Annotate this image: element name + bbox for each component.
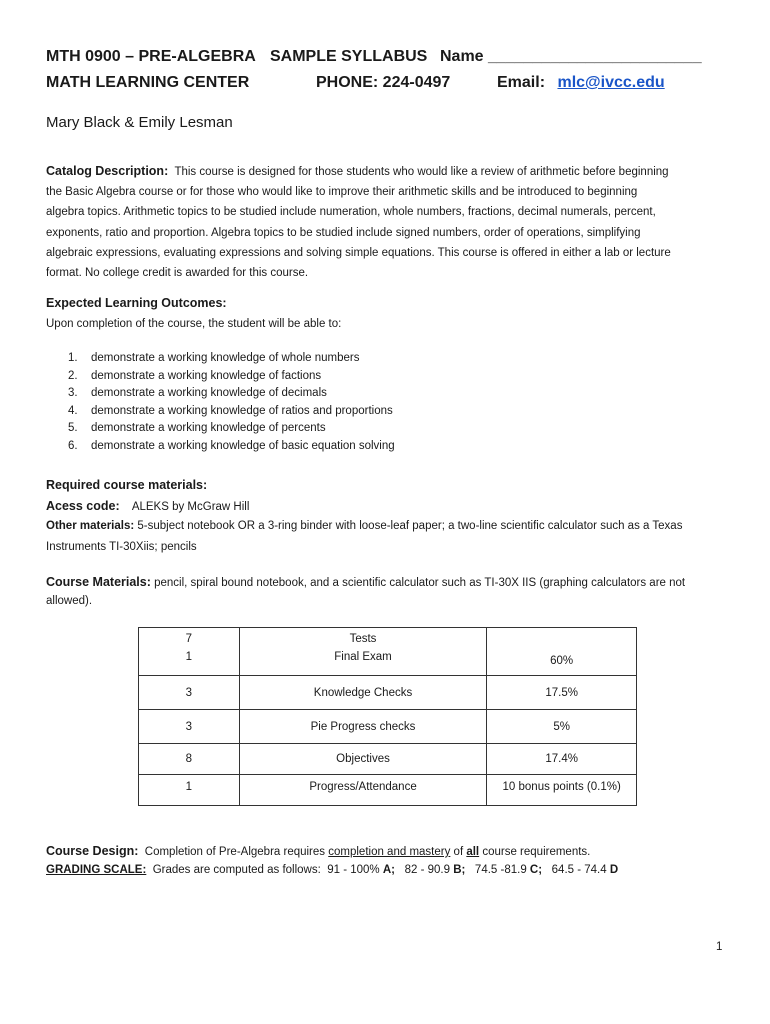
catalog-description: Catalog Description: This course is designed for those students who would like a review of arithmetic before beginning the Basic Algebra course or for those who would like to improve their arithmetic skills and be introduced to beginning algebra topics. Arithmetic topics to be studied include numeration, whole numbers, fractions, decimal numerals, percent, exponents, ratio and proportion. Algebra topics to be studied include signed numbers, order of operations, simplifying algebraic expressions, evaluating expressions and solving simple equations. This course is offered in either a lab or lecture format. No college credit is awarded for this course. bbox=[46, 164, 671, 280]
doc-type: SAMPLE SYLLABUS bbox=[270, 48, 428, 65]
table-row: 3 Knowledge Checks 17.5% bbox=[139, 676, 637, 710]
course-materials-cont: allowed). bbox=[46, 595, 93, 607]
grading-scale: GRADING SCALE: Grades are computed as follows: 91 - 100% A; 82 - 90.9 B; 74.5 -81.9 C; 64.5 - 74.4 D bbox=[46, 864, 619, 876]
table-row: 3 Pie Progress checks 5% bbox=[139, 710, 637, 744]
table-row: 8 Objectives 17.4% bbox=[139, 744, 637, 775]
outcomes-heading: Expected Learning Outcomes: bbox=[46, 296, 227, 310]
email-link[interactable]: mlc@ivcc.edu bbox=[557, 74, 665, 91]
catalog-label: Catalog Description: bbox=[46, 164, 169, 178]
list-item: 1. demonstrate a working knowledge of whole numbers bbox=[68, 352, 360, 364]
email-label: Email: bbox=[497, 74, 546, 91]
other-materials: Other materials: 5-subject notebook OR a 3-ring binder with loose-leaf paper; a two-line scientific calculator such as a Texas bbox=[46, 520, 683, 532]
authors: Mary Black & Emily Lesman bbox=[46, 114, 233, 131]
email-line bbox=[497, 74, 665, 92]
grading-table bbox=[138, 627, 637, 806]
phone: PHONE: 224-0497 bbox=[316, 74, 451, 91]
course-materials: Course Materials: pencil, spiral bound notebook, and a scientific calculator such as TI-30X IIS (graphing calculators are not bbox=[46, 575, 686, 589]
table-row: 7 1 Tests Final Exam 60% bbox=[139, 628, 637, 676]
name-field: Name ________________________ bbox=[440, 48, 702, 65]
materials-heading: Required course materials: bbox=[46, 478, 208, 492]
course-title: MTH 0900 – PRE-ALGEBRA bbox=[46, 48, 256, 65]
list-item: 4. demonstrate a working knowledge of ratios and proportions bbox=[68, 404, 393, 417]
list-item: 3. demonstrate a working knowledge of decimals bbox=[68, 387, 327, 399]
access-code: Acess code: ALEKS by McGraw Hill bbox=[46, 499, 250, 513]
center-name: MATH LEARNING CENTER bbox=[46, 74, 250, 91]
list-item: 6. demonstrate a working knowledge of basic equation solving bbox=[68, 439, 395, 452]
list-item: 2. demonstrate a working knowledge of factions bbox=[68, 369, 322, 382]
outcomes-list bbox=[46, 350, 395, 455]
page-number: 1 bbox=[716, 941, 723, 953]
course-design: Course Design: Completion of Pre-Algebra requires completion and mastery of all course requirements. bbox=[46, 844, 591, 858]
table-row: 1 Progress/Attendance 10 bonus points (0.1%) bbox=[139, 775, 637, 806]
other-materials-cont: Instruments TI-30Xiis; pencils bbox=[46, 541, 197, 553]
list-item: 5. demonstrate a working knowledge of percents bbox=[68, 422, 326, 434]
outcomes-intro: Upon completion of the course, the student will be able to: bbox=[46, 318, 342, 330]
